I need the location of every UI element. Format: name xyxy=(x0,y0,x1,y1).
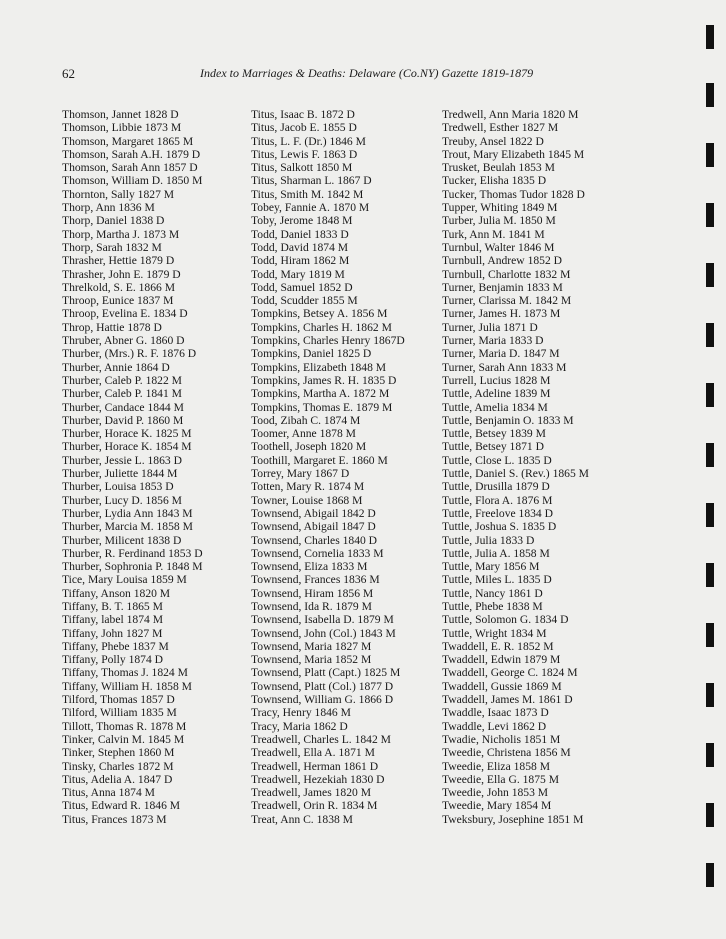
index-entry: Treadwell, Orin R. 1834 M xyxy=(251,799,378,813)
index-entry: Thurber, Marcia M. 1858 M xyxy=(62,520,193,534)
index-entry: Thorp, Ann 1836 M xyxy=(62,201,155,215)
index-entry: Thurber, Lydia Ann 1843 M xyxy=(62,506,193,520)
index-entry: Totten, Mary R. 1874 M xyxy=(251,480,365,494)
index-entry: Turner, Clarissa M. 1842 M xyxy=(442,294,572,308)
index-entry: Towner, Louise 1868 M xyxy=(251,493,363,507)
index-entry: Toomer, Anne 1878 M xyxy=(251,427,356,441)
index-entry: Tuttle, Benjamin O. 1833 M xyxy=(442,413,574,427)
index-entry: Trout, Mary Elizabeth 1845 M xyxy=(442,147,585,161)
index-entry: Tinker, Stephen 1860 M xyxy=(62,746,175,760)
index-entry: Twaddell, Gussie 1869 M xyxy=(442,679,562,693)
index-entry: Twaddell, Edwin 1879 M xyxy=(442,653,561,667)
index-entry: Townsend, Maria 1852 M xyxy=(251,653,372,667)
index-entry: Turnbull, Charlotte 1832 M xyxy=(442,267,571,281)
index-entry: Torrey, Mary 1867 D xyxy=(251,467,350,481)
index-entry: Turner, Maria D. 1847 M xyxy=(442,347,560,361)
index-entry: Tucker, Thomas Tudor 1828 D xyxy=(442,187,585,201)
index-entry: Titus, Isaac B. 1872 D xyxy=(251,108,355,121)
tab-mark xyxy=(706,563,714,587)
index-entry: Todd, Scudder 1855 M xyxy=(251,294,358,308)
index-entry: Tuttle, Phebe 1838 M xyxy=(442,599,543,613)
index-entry: Tice, Mary Louisa 1859 M xyxy=(62,573,187,587)
index-entry: Tweedie, Ella G. 1875 M xyxy=(442,772,560,786)
tab-mark xyxy=(706,683,714,707)
index-entry: Tompkins, Charles H. 1862 M xyxy=(251,320,392,334)
index-entry: Thurber, (Mrs.) R. F. 1876 D xyxy=(62,347,197,361)
running-title: Index to Marriages & Deaths: Delaware (Co.NY) Gazette 1819-1879 xyxy=(200,66,534,80)
index-entry: Treadwell, Herman 1861 D xyxy=(251,759,379,773)
index-entry: Tucker, Elisha 1835 D xyxy=(442,174,547,188)
index-entry: Tuttle, Mary 1856 M xyxy=(442,560,540,574)
index-entry: Twaddell, James M. 1861 D xyxy=(442,693,573,707)
index-entry: Tinker, Calvin M. 1845 M xyxy=(62,732,185,746)
index-entry: Turber, Julia M. 1850 M xyxy=(442,214,556,228)
index-entry: Thomson, Jannet 1828 D xyxy=(62,108,179,121)
index-entry: Tompkins, Betsey A. 1856 M xyxy=(251,307,388,321)
index-entry: Tinsky, Charles 1872 M xyxy=(62,759,174,773)
index-entry: Tuttle, Julia A. 1858 M xyxy=(442,546,550,560)
index-entry: Titus, Edward R. 1846 M xyxy=(62,799,181,813)
index-entry: Townsend, William G. 1866 D xyxy=(251,693,394,707)
index-entry: Thorp, Martha J. 1873 M xyxy=(62,227,180,241)
page-header xyxy=(62,66,666,84)
tab-mark xyxy=(706,383,714,407)
index-entry: Tiffany, Thomas J. 1824 M xyxy=(62,666,188,680)
page-number: 62 xyxy=(62,66,75,81)
index-entry: Twadie, Nicholis 1851 M xyxy=(442,732,561,746)
tab-mark xyxy=(706,443,714,467)
index-entry: Thurber, David P. 1860 M xyxy=(62,413,184,427)
index-entry: Tweksbury, Josephine 1851 M xyxy=(442,812,584,826)
index-entry: Tuttle, Daniel S. (Rev.) 1865 M xyxy=(442,467,589,481)
index-entry: Thurber, Candace 1844 M xyxy=(62,400,184,414)
index-entry: Thomson, Sarah Ann 1857 D xyxy=(62,161,198,175)
index-entry: Townsend, Isabella D. 1879 M xyxy=(251,613,394,627)
index-entry: Treat, Ann C. 1838 M xyxy=(251,812,353,826)
index-entry: Turner, Maria 1833 D xyxy=(442,334,544,348)
index-column-2 xyxy=(251,108,441,826)
index-entry: Tiffany, William H. 1858 M xyxy=(62,679,192,693)
index-entry: Treadwell, Charles L. 1842 M xyxy=(251,732,391,746)
index-entry: Threlkold, S. E. 1866 M xyxy=(62,280,176,294)
index-entry: Townsend, Abigail 1842 D xyxy=(251,506,376,520)
index-entry: Throop, Evelina E. 1834 D xyxy=(62,307,188,321)
index-entry: Turk, Ann M. 1841 M xyxy=(442,227,545,241)
index-entry: Todd, Hiram 1862 M xyxy=(251,254,350,268)
index-entry: Tompkins, Charles Henry 1867D xyxy=(251,334,405,348)
index-entry: Thurber, Horace K. 1825 M xyxy=(62,427,192,441)
index-entry: Thurber, Milicent 1838 D xyxy=(62,533,182,547)
index-entry: Toothill, Margaret E. 1860 M xyxy=(251,453,388,467)
index-entry: Thomson, Sarah A.H. 1879 D xyxy=(62,147,201,161)
index-entry: Tood, Zibah C. 1874 M xyxy=(251,413,361,427)
index-entry: Titus, L. F. (Dr.) 1846 M xyxy=(251,134,366,148)
index-entry: Twaddle, Isaac 1873 D xyxy=(442,706,549,720)
index-entry: Tuttle, Julia 1833 D xyxy=(442,533,535,547)
tab-mark xyxy=(706,323,714,347)
index-entry: Titus, Sharman L. 1867 D xyxy=(251,174,372,188)
index-entry: Tupper, Whiting 1849 M xyxy=(442,201,558,215)
index-entry: Tracy, Henry 1846 M xyxy=(251,706,351,720)
index-entry: Tobey, Fannie A. 1870 M xyxy=(251,201,370,215)
index-entry: Treadwell, James 1820 M xyxy=(251,786,372,800)
index-entry: Thorp, Daniel 1838 D xyxy=(62,214,165,228)
index-entry: Tiffany, John 1827 M xyxy=(62,626,163,640)
index-entry: Thurber, Annie 1864 D xyxy=(62,360,170,374)
index-entry: Tuttle, Joshua S. 1835 D xyxy=(442,520,557,534)
index-entry: Treadwell, Ella A. 1871 M xyxy=(251,746,375,760)
index-entry: Townsend, Platt (Capt.) 1825 M xyxy=(251,666,401,680)
index-entry: Tredwell, Esther 1827 M xyxy=(442,121,559,135)
tab-mark xyxy=(706,203,714,227)
index-entry: Tiffany, label 1874 M xyxy=(62,613,164,627)
index-entry: Townsend, Maria 1827 M xyxy=(251,639,372,653)
index-entry: Tuttle, Nancy 1861 D xyxy=(442,586,543,600)
index-entry: Tweedie, Mary 1854 M xyxy=(442,799,552,813)
binding-tab-marks xyxy=(706,25,714,925)
index-entry: Titus, Lewis F. 1863 D xyxy=(251,147,358,161)
index-entry: Tilford, William 1835 M xyxy=(62,706,177,720)
index-entry: Thurber, Horace K. 1854 M xyxy=(62,440,192,454)
index-column-3 xyxy=(442,108,632,826)
index-entry: Turrell, Lucius 1828 M xyxy=(442,373,551,387)
index-entry: Thurber, Caleb P. 1841 M xyxy=(62,387,182,401)
index-entry: Tuttle, Solomon G. 1834 D xyxy=(442,613,569,627)
index-entry: Tuttle, Flora A. 1876 M xyxy=(442,493,553,507)
index-entry: Tiffany, Anson 1820 M xyxy=(62,586,171,600)
index-entry: Townsend, Abigail 1847 D xyxy=(251,520,376,534)
index-entry: Townsend, Hiram 1856 M xyxy=(251,586,374,600)
index-entry: Tweedie, Christena 1856 M xyxy=(442,746,571,760)
index-entry: Townsend, Frances 1836 M xyxy=(251,573,380,587)
index-entry: Tredwell, Ann Maria 1820 M xyxy=(442,108,579,121)
index-entry: Thurber, Lucy D. 1856 M xyxy=(62,493,182,507)
index-entry: Tompkins, James R. H. 1835 D xyxy=(251,373,397,387)
index-entry: Tompkins, Thomas E. 1879 M xyxy=(251,400,393,414)
index-entry: Toothell, Joseph 1820 M xyxy=(251,440,367,454)
index-entry: Thurber, Caleb P. 1822 M xyxy=(62,373,182,387)
index-entry: Thruber, Abner G. 1860 D xyxy=(62,334,185,348)
index-entry: Tompkins, Daniel 1825 D xyxy=(251,347,372,361)
index-entry: Townsend, Platt (Col.) 1877 D xyxy=(251,679,394,693)
index-entry: Turner, Sarah Ann 1833 M xyxy=(442,360,567,374)
index-entry: Townsend, John (Col.) 1843 M xyxy=(251,626,396,640)
index-entry: Todd, Samuel 1852 D xyxy=(251,280,353,294)
index-entry: Throop, Eunice 1837 M xyxy=(62,294,174,308)
index-entry: Thurber, Sophronia P. 1848 M xyxy=(62,560,203,574)
index-entry: Tiffany, B. T. 1865 M xyxy=(62,599,163,613)
index-entry: Thurber, Louisa 1853 D xyxy=(62,480,174,494)
index-entry: Townsend, Eliza 1833 M xyxy=(251,560,368,574)
index-entry: Tuttle, Drusilla 1879 D xyxy=(442,480,550,494)
index-entry: Twaddell, E. R. 1852 M xyxy=(442,639,554,653)
tab-mark xyxy=(706,503,714,527)
index-entry: Titus, Salkott 1850 M xyxy=(251,161,353,175)
tab-mark xyxy=(706,803,714,827)
index-entry: Turnbul, Walter 1846 M xyxy=(442,240,555,254)
index-entry: Titus, Anna 1874 M xyxy=(62,786,155,800)
index-entry: Titus, Frances 1873 M xyxy=(62,812,167,826)
index-entry: Tweedie, Eliza 1858 M xyxy=(442,759,551,773)
index-entry: Tuttle, Close L. 1835 D xyxy=(442,453,552,467)
index-entry: Thurber, Juliette 1844 M xyxy=(62,467,178,481)
index-entry: Todd, David 1874 M xyxy=(251,240,349,254)
tab-mark xyxy=(706,623,714,647)
index-entry: Titus, Jacob E. 1855 D xyxy=(251,121,357,135)
tab-mark xyxy=(706,143,714,167)
index-entry: Tuttle, Wright 1834 M xyxy=(442,626,547,640)
index-entry: Tuttle, Betsey 1871 D xyxy=(442,440,544,454)
index-entry: Twaddle, Levi 1862 D xyxy=(442,719,547,733)
index-entry: Townsend, Charles 1840 D xyxy=(251,533,378,547)
index-entry: Tweedie, John 1853 M xyxy=(442,786,549,800)
index-entry: Treadwell, Hezekiah 1830 D xyxy=(251,772,385,786)
index-entry: Tiffany, Polly 1874 D xyxy=(62,653,164,667)
index-entry: Turnbull, Andrew 1852 D xyxy=(442,254,563,268)
tab-mark xyxy=(706,263,714,287)
index-entry: Thurber, R. Ferdinand 1853 D xyxy=(62,546,203,560)
index-entry: Turner, Benjamin 1833 M xyxy=(442,280,563,294)
index-entry: Trusket, Beulah 1853 M xyxy=(442,161,555,175)
index-entry: Turner, James H. 1873 M xyxy=(442,307,561,321)
index-entry: Thrasher, Hettie 1879 D xyxy=(62,254,175,268)
index-entry: Thorp, Sarah 1832 M xyxy=(62,240,162,254)
tab-mark xyxy=(706,25,714,49)
index-entry: Tompkins, Martha A. 1872 M xyxy=(251,387,390,401)
index-entry: Tracy, Maria 1862 D xyxy=(251,719,348,733)
index-entry: Townsend, Cornelia 1833 M xyxy=(251,546,384,560)
index-entry: Townsend, Ida R. 1879 M xyxy=(251,599,372,613)
index-entry: Titus, Smith M. 1842 M xyxy=(251,187,364,201)
index-entry: Todd, Daniel 1833 D xyxy=(251,227,349,241)
tab-mark xyxy=(706,863,714,887)
index-entry: Tompkins, Elizabeth 1848 M xyxy=(251,360,387,374)
index-entry: Todd, Mary 1819 M xyxy=(251,267,345,281)
index-entry: Titus, Adelia A. 1847 D xyxy=(62,772,173,786)
index-entry: Turner, Julia 1871 D xyxy=(442,320,538,334)
index-entry: Thomson, Libbie 1873 M xyxy=(62,121,182,135)
index-entry: Tuttle, Betsey 1839 M xyxy=(442,427,546,441)
tab-mark xyxy=(706,743,714,767)
index-entry: Treuby, Ansel 1822 D xyxy=(442,134,544,148)
index-entry: Throp, Hattie 1878 D xyxy=(62,320,162,334)
index-entry: Tilford, Thomas 1857 D xyxy=(62,693,175,707)
index-entry: Toby, Jerome 1848 M xyxy=(251,214,353,228)
tab-mark xyxy=(706,83,714,107)
index-entry: Thrasher, John E. 1879 D xyxy=(62,267,181,281)
index-column-1 xyxy=(62,108,252,826)
index-entry: Thomson, Margaret 1865 M xyxy=(62,134,194,148)
index-entry: Twaddell, George C. 1824 M xyxy=(442,666,578,680)
index-entry: Tiffany, Phebe 1837 M xyxy=(62,639,169,653)
index-entry: Tuttle, Amelia 1834 M xyxy=(442,400,548,414)
index-entry: Thornton, Sally 1827 M xyxy=(62,187,175,201)
index-entry: Tuttle, Freelove 1834 D xyxy=(442,506,553,520)
index-entry: Tillott, Thomas R. 1878 M xyxy=(62,719,187,733)
index-entry: Tuttle, Miles L. 1835 D xyxy=(442,573,552,587)
index-entry: Thurber, Jessie L. 1863 D xyxy=(62,453,182,467)
index-entry: Tuttle, Adeline 1839 M xyxy=(442,387,551,401)
index-entry: Thomson, William D. 1850 M xyxy=(62,174,203,188)
